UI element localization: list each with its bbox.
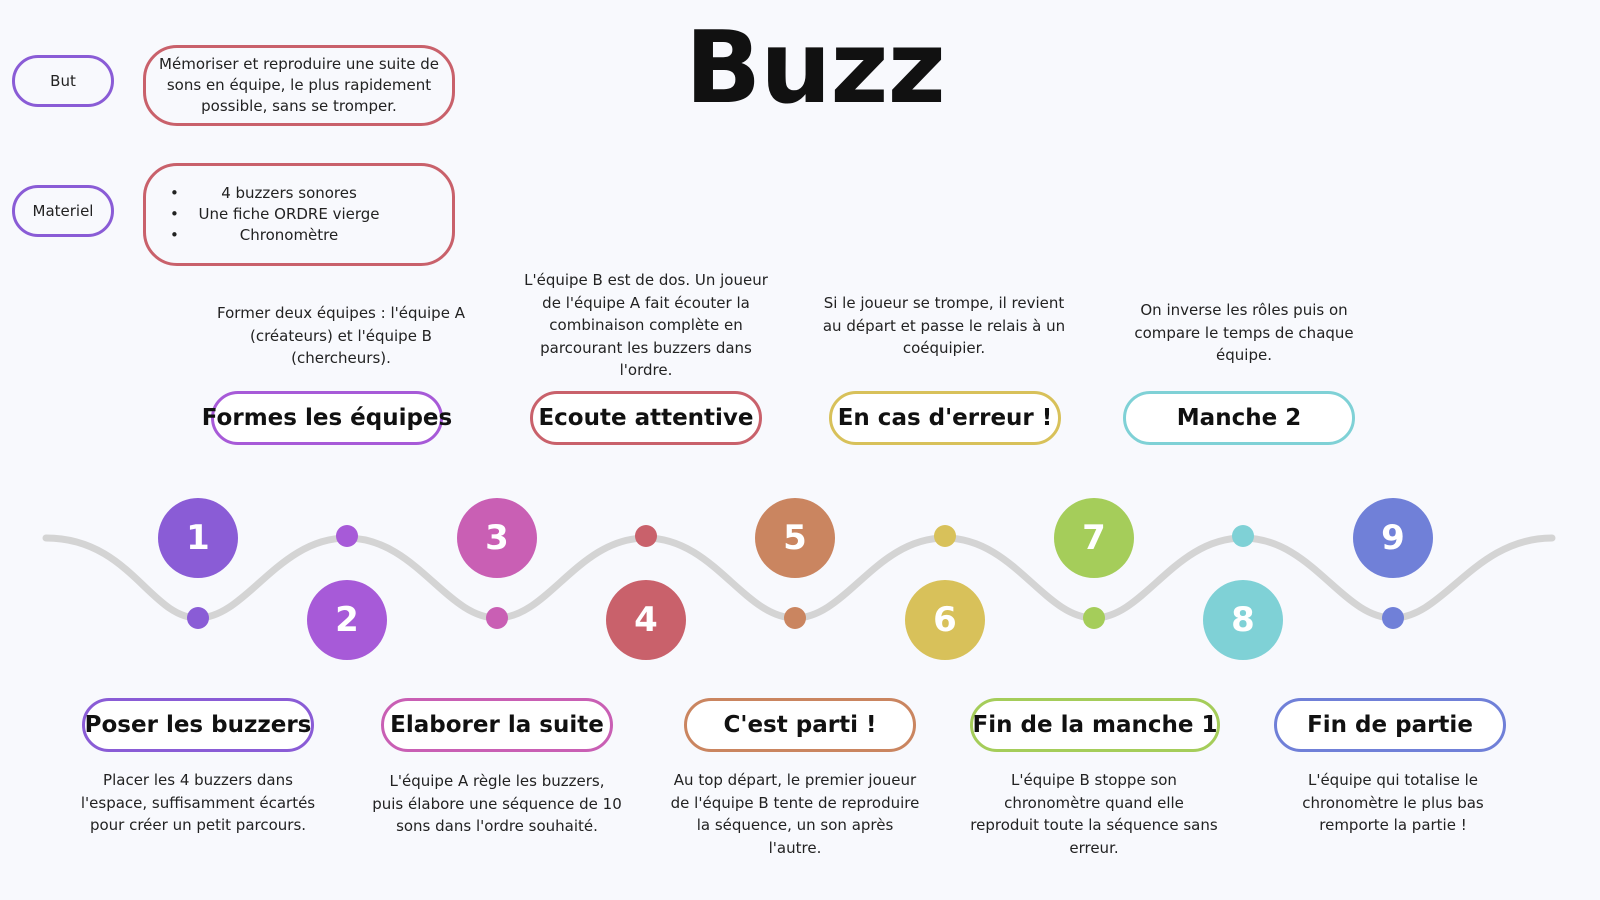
step-number-6 <box>905 580 985 660</box>
svg-text:7: 7 <box>1082 518 1106 558</box>
step-1-title: Poser les buzzers <box>82 698 314 752</box>
step-6-title: En cas d'erreur ! <box>829 391 1061 445</box>
step-5-description: Au top départ, le premier joueur de l'équipe B tente de reproduire la séquence, un son après l'autre. <box>670 771 920 857</box>
step-4-title: Ecoute attentive <box>530 391 762 445</box>
svg-text:8: 8 <box>1231 600 1255 640</box>
step-6-description: Si le joueur se trompe, il revient au départ et passe le relais à un coéquipier. <box>822 294 1066 357</box>
step-2-title: Formes les équipes <box>211 391 443 445</box>
step-8-description: On inverse les rôles puis on compare le temps de chaque équipe. <box>1134 301 1354 364</box>
step-number-9 <box>1353 498 1433 578</box>
step-9-description: L'équipe qui totalise le chronomètre le plus bas remporte la partie ! <box>1302 771 1484 834</box>
step-dot-8 <box>1232 525 1254 547</box>
material-item: • Une fiche ORDRE vierge <box>156 204 422 225</box>
step-number-8 <box>1203 580 1283 660</box>
material-item: • Chronomètre <box>156 225 422 246</box>
step-number-2 <box>307 580 387 660</box>
step-9-title: Fin de partie <box>1274 698 1506 752</box>
step-number-7 <box>1054 498 1134 578</box>
goal-label: But <box>12 55 114 107</box>
step-7-title: Fin de la manche 1 <box>970 698 1220 752</box>
svg-text:6: 6 <box>933 600 957 640</box>
svg-text:9: 9 <box>1381 518 1405 558</box>
step-2-description: Former deux équipes : l'équipe A (créateurs) et l'équipe B (chercheurs). <box>217 304 465 367</box>
step-dot-7 <box>1083 607 1105 629</box>
step-4-description: L'équipe B est de dos. Un joueur de l'équipe A fait écouter la combinaison complète en parcourant les buzzers dans l'ordre. <box>524 271 768 379</box>
step-number-3 <box>457 498 537 578</box>
material-item: • 4 buzzers sonores <box>156 183 422 204</box>
step-dot-6 <box>934 525 956 547</box>
step-7-description: L'équipe B stoppe son chronomètre quand elle reproduit toute la séquence sans erreur. <box>970 771 1218 857</box>
step-dot-4 <box>635 525 657 547</box>
goal-text: Mémoriser et reproduire une suite de sons en équipe, le plus rapidement possible, sans se tromper. <box>159 55 439 115</box>
material-label: Materiel <box>12 185 114 237</box>
step-number-1 <box>158 498 238 578</box>
step-number-5 <box>755 498 835 578</box>
step-5-title: C'est parti ! <box>684 698 916 752</box>
step-dot-5 <box>784 607 806 629</box>
svg-text:2: 2 <box>335 600 359 640</box>
step-dot-1 <box>187 607 209 629</box>
step-dot-2 <box>336 525 358 547</box>
svg-text:1: 1 <box>186 518 210 558</box>
step-8-title: Manche 2 <box>1123 391 1355 445</box>
step-dot-3 <box>486 607 508 629</box>
step-3-description: L'équipe A règle les buzzers, puis élabore une séquence de 10 sons dans l'ordre souhaité. <box>372 772 622 835</box>
page-title: Buzz <box>685 9 945 126</box>
step-number-4 <box>606 580 686 660</box>
step-1-description: Placer les 4 buzzers dans l'espace, suffisamment écartés pour créer un petit parcours. <box>80 771 316 834</box>
step-dot-9 <box>1382 607 1404 629</box>
svg-text:5: 5 <box>783 518 807 558</box>
step-3-title: Elaborer la suite <box>381 698 613 752</box>
svg-text:4: 4 <box>634 600 658 640</box>
svg-text:3: 3 <box>485 518 509 558</box>
